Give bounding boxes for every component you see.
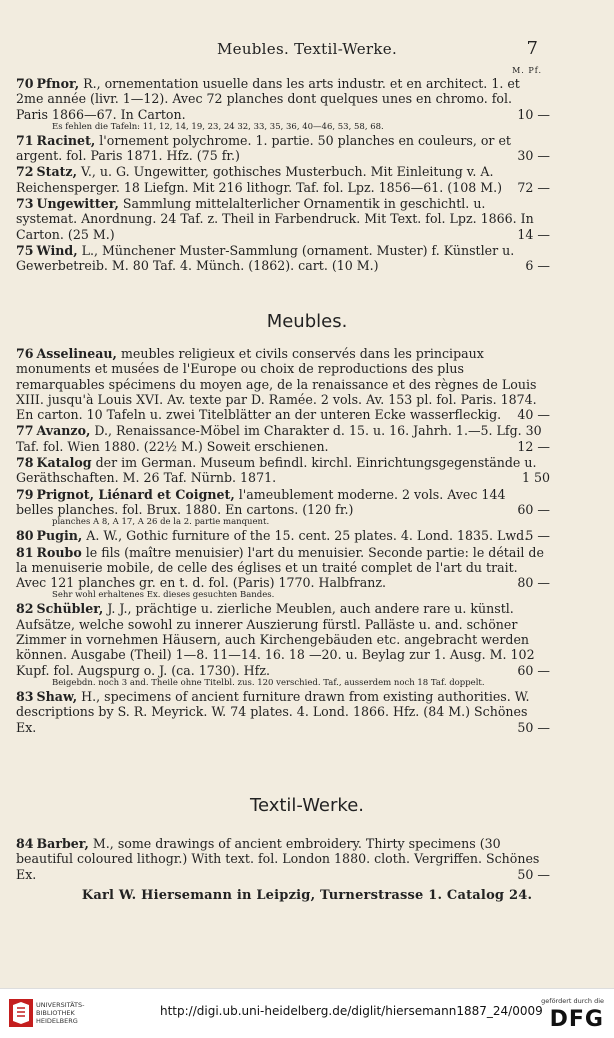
running-head	[0, 40, 614, 60]
entry-description: R., ornementation usuelle dans les arts industr. et en architect. 1. et 2me année (livr. 1—12). Avec 72 planches dont quelques unes en chromo. fol. Paris 1866—67. In Carton.	[16, 76, 520, 122]
entry-description: le fils (maître menuisier) l'art du menuisier. Seconde partie: le détail de la menuiserie mobile, de celle des églises et un traité complet de l'art du trait. Avec 121 planches gr. en t. d. fol. (Paris) 1770. Halbfranz.	[16, 544, 544, 591]
entry-number: 71	[16, 132, 34, 148]
entry-author: Avanzo,	[36, 423, 91, 439]
dfg-logo: DFG	[549, 1007, 604, 1032]
entry-number: 83	[16, 688, 34, 704]
entry-price: 80 —	[517, 575, 550, 591]
entry-description: A. W., Gothic furniture of the 15. cent. 25 plates. 4. Lond. 1835. Lwd.	[82, 528, 529, 544]
entry-number: 72	[16, 164, 34, 180]
section-title-meubles: Meubles.	[266, 311, 348, 332]
entry-note: planches A 8, A 17, A 26 de la 2. partie manquent.	[52, 517, 270, 528]
entry-price: 12 —	[517, 438, 550, 454]
entry-number: 76	[16, 346, 34, 361]
catalog-entry	[8, 76, 550, 122]
entry-author: Statz,	[36, 164, 77, 180]
catalog-entry	[8, 242, 550, 274]
university-library-logo-icon	[8, 997, 34, 1029]
entry-number: 84	[16, 836, 34, 851]
entry-description: l'ornement polychrome. 1. partie. 50 planches en couleurs, or et argent. fol. Paris 1871. Hfz. (75 fr.)	[16, 132, 511, 164]
entry-number: 78	[16, 455, 34, 471]
entry-number: 75	[16, 242, 34, 258]
catalog-entry	[8, 455, 550, 486]
catalog-entry	[8, 544, 550, 591]
entry-note: Beigebdn. noch 3 and. Theile ohne Titelbl. zus. 120 verschied. Taf., ausserdem noch 18 Taf. doppelt.	[52, 677, 485, 688]
catalog-entry	[8, 688, 550, 735]
source-url-link[interactable]: http://digi.ub.uni-heidelberg.de/diglit/hiersemann1887_24/0009	[160, 1004, 543, 1018]
entry-author: Pfnor,	[36, 76, 80, 91]
entry-description: meubles religieux et civils conservés dans les principaux monuments et musées de l'Europe ou choix de reproductions des plus remarquables spécimens du moyen age, de la renaissance et des règnes de Louis XIII. jusqu'à Louis XVI. Av. texte par D. Ramée. 2 vols. Av. 153 pl. fol. Paris. 1874. En carton. 10 Tafeln u. zwei Titelblätter an der unteren Ecke wasserfleckig.	[16, 346, 537, 423]
entry-author: Prignot, Liénard et Coignet,	[36, 486, 235, 502]
running-title: Meubles. Textil-Werke.	[216, 40, 398, 58]
entry-description: Sammlung mittelalterlicher Ornamentik in geschichtl. u. systemat. Anordnung. 24 Taf. z. Theil in Farbendruck. Mit Text. fol. Lpz. 1866. In Carton. (25 M.)	[16, 196, 534, 242]
entry-author: Ungewitter,	[36, 196, 119, 212]
entry-author: Roubo	[36, 544, 82, 560]
entry-description: H., specimens of ancient furniture drawn from existing authorities. W. descriptions by S. R. Meyrick. W. 74 plates. 4. Lond. 1866. Hfz. (84 M.) Schönes Ex.	[16, 688, 530, 735]
entry-price: 30 —	[517, 148, 550, 164]
entry-price: 5 —	[525, 528, 550, 544]
catalog-entry	[8, 196, 550, 242]
catalog-entry	[8, 486, 550, 518]
entry-description: M., some drawings of ancient embroidery. Thirty specimens (30 beautiful coloured lithogr.) With text. fol. London 1880. cloth. Vergriffen. Schönes Ex.	[16, 836, 540, 882]
entry-description: l'ameublement moderne. 2 vols. Avec 144 belles planches. fol. Brux. 1880. En cartons. (120 fr.)	[16, 486, 506, 517]
entry-number: 73	[16, 196, 34, 212]
entry-price: 60 —	[517, 501, 550, 517]
entry-price: 40 —	[517, 407, 550, 423]
catalog-entry	[8, 164, 550, 195]
catalog-entry	[8, 836, 550, 882]
entry-description: J. J., prächtige u. zierliche Meublen, auch andere rare u. künstl. Aufsätze, welche sowohl zu innerer Auszierung fürstl. Palläste u. and. schöner Zimmer in vornehmen Häusern, auch Kirchengebäuden etc. angebracht werden können. Ausgabe (Theil) 1—8. 11—14. 16. 18 —20. u. Beylag zur 1. Ausg. M. 102 Kupf. fol. Augspurg o. J. (ca. 1730). Hfz.	[16, 601, 535, 678]
entry-author: Katalog	[36, 455, 92, 471]
entry-description: L., Münchener Muster-Sammlung (ornament. Muster) f. Künstler u. Gewerbetreib. M. 80 Taf. 4. Münch. (1862). cart. (10 M.)	[16, 242, 515, 274]
entries-group-meubles	[8, 346, 550, 736]
entry-price: 50 —	[517, 866, 550, 882]
entry-number: 81	[16, 544, 34, 560]
entry-description: D., Renaissance-Möbel im Charakter d. 15. u. 16. Jahrh. 1.—5. Lfg. 30 Taf. fol. Wien 1880. (22½ M.) Soweit erschienen.	[16, 423, 542, 454]
entry-number: 70	[16, 76, 34, 91]
entry-price: 50 —	[517, 719, 550, 735]
library-name: UNIVERSITÄTS- BIBLIOTHEK HEIDELBERG	[36, 1001, 85, 1025]
entry-author: Barber,	[36, 836, 89, 851]
catalog-entry	[8, 132, 550, 164]
entry-description: V., u. G. Ungewitter, gothisches Musterbuch. Mit Einleitung v. A. Reichensperger. 18 Liefgn. Mit 216 lithogr. Taf. fol. Lpz. 1856—61. (108 M.)	[16, 164, 503, 195]
entry-author: Racinet,	[36, 132, 96, 148]
catalog-entry	[8, 601, 550, 678]
catalog-entry	[8, 346, 550, 423]
entry-note: Es fehlen die Tafeln: 11, 12, 14, 19, 23, 24 32, 33, 35, 36, 40—46, 53, 58, 68.	[52, 121, 384, 132]
entry-number: 79	[16, 486, 34, 502]
section-title-textil-werke: Textil-Werke.	[250, 795, 364, 816]
entry-author: Shaw,	[36, 688, 78, 704]
entry-price: 60 —	[517, 662, 550, 678]
entries-group-textil	[8, 836, 550, 883]
entry-author: Asselineau,	[36, 346, 117, 361]
entry-price: 10 —	[517, 106, 550, 122]
entry-author: Schübler,	[36, 601, 104, 617]
entry-price: 6 —	[525, 258, 550, 274]
catalog-footer: Karl W. Hiersemann in Leipzig, Turnerstrasse 1. Catalog 24.	[81, 888, 533, 903]
catalog-entry	[8, 423, 550, 454]
entry-number: 77	[16, 423, 34, 439]
catalog-entry	[8, 528, 550, 544]
entry-number: 82	[16, 601, 34, 617]
entry-number: 80	[16, 528, 34, 544]
entry-author: Pugin,	[36, 528, 83, 544]
price-column-header: M. Pf.	[512, 66, 542, 75]
page-number: 7	[526, 38, 538, 59]
entry-note: Sehr wohl erhaltenes Ex. dieses gesuchten Bandes.	[52, 590, 275, 601]
funded-by-label: gefördert durch die	[541, 997, 604, 1005]
entry-author: Wind,	[36, 242, 78, 258]
entries-group-ornament	[8, 76, 550, 275]
entry-price: 14 —	[517, 226, 550, 242]
entry-price: 72 —	[517, 179, 550, 195]
digitization-bar	[0, 988, 614, 1038]
entry-price: 1 50	[521, 470, 550, 486]
entry-description: der im German. Museum befindl. kirchl. Einrichtungsgegenstände u. Geräthschaften. M. 26 Taf. Nürnb. 1871.	[16, 455, 537, 486]
